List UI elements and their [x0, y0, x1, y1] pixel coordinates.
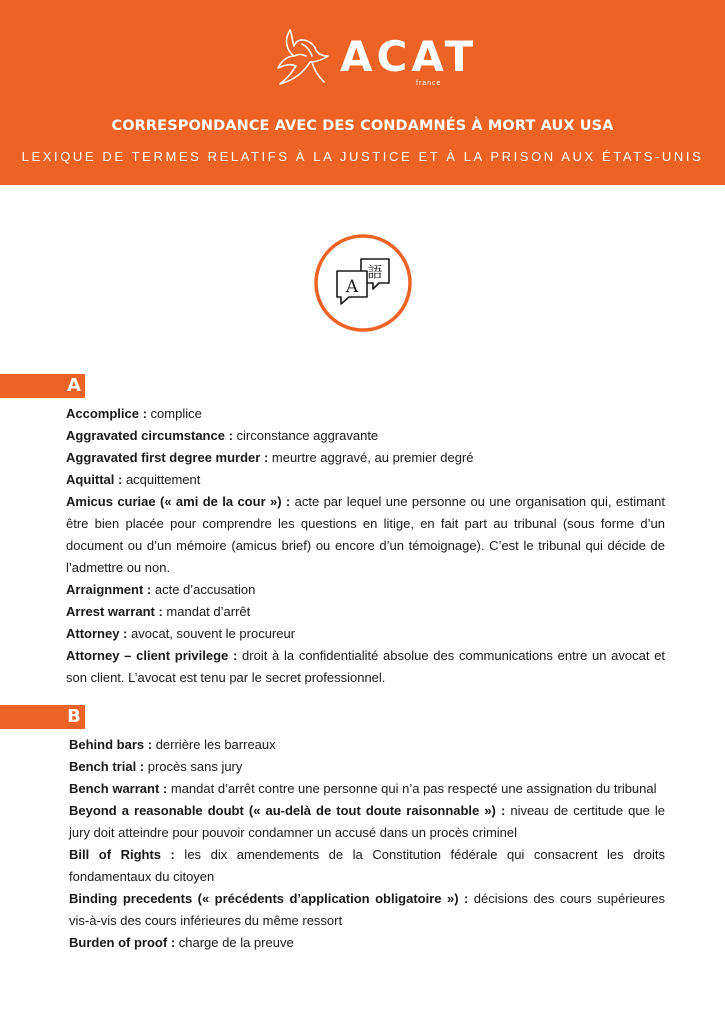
entry-term: Bench warrant : [69, 781, 168, 796]
glossary-entry [69, 800, 665, 844]
entry-definition: meurtre aggravé, au premier degré [268, 450, 474, 465]
glossary-entry [66, 623, 665, 645]
glossary-section-a [66, 403, 665, 689]
glossary-entry [69, 844, 665, 888]
entry-term: Beyond a reasonable doubt (« au-delà de tout doute raisonnable ») : [69, 803, 506, 818]
entry-definition: avocat, souvent le procureur [127, 626, 296, 641]
glossary-entry [66, 645, 665, 689]
entry-definition: les dix amendements de la Constitution fédérale qui consacrent les droits fondamentaux du citoyen [69, 847, 665, 884]
glossary-entry [66, 579, 665, 601]
glossary-entry [66, 425, 665, 447]
entry-term: Aggravated first degree murder : [66, 450, 269, 465]
entry-term: Accomplice : [66, 406, 147, 421]
glossary-entry [69, 756, 665, 778]
glossary-section-b [69, 734, 665, 954]
entry-term: Burden of proof : [69, 935, 176, 950]
entry-definition: niveau de certitude que le jury doit atteindre pour pouvoir condamner un accusé dans un procès criminel [69, 803, 665, 840]
entry-term: Bill of Rights : [69, 847, 175, 862]
entry-definition: procès sans jury [144, 759, 243, 774]
entry-definition: mandat d’arrêt [162, 604, 251, 619]
glossary-entry [69, 888, 665, 932]
entry-definition: acte d’accusation [151, 582, 256, 597]
glossary-entry [66, 447, 665, 469]
glossary-entry [66, 601, 665, 623]
entry-definition: décisions des cours supérieures vis-à-vis des cours inférieures du même ressort [69, 891, 665, 928]
acat-logo [272, 26, 478, 92]
entry-definition: acquittement [122, 472, 201, 487]
entry-term: Arraignment : [66, 582, 152, 597]
entry-term: Binding precedents (« précédents d’application obligatoire ») : [69, 891, 469, 906]
section-letter-label: A [67, 375, 81, 396]
dove-icon [272, 26, 338, 92]
entry-term: Arrest warrant : [66, 604, 163, 619]
section-letter-b [0, 705, 85, 729]
entry-term: Amicus curiae (« ami de la cour ») : [66, 494, 291, 509]
entry-definition: derrière les barreaux [152, 737, 276, 752]
glossary-entry [66, 491, 665, 579]
header-banner [0, 0, 725, 185]
entry-term: Attorney – client privilege : [66, 648, 238, 663]
entry-definition: circonstance aggravante [232, 428, 379, 443]
entry-definition: complice [146, 406, 202, 421]
logo-wordmark: ACAT [340, 32, 478, 81]
translation-emblem [313, 233, 413, 333]
entry-definition: droit à la confidentialité absolue des communications entre un avocat et son client. L’avocat est tenu par le secret professionnel. [66, 648, 666, 685]
entry-term: Aquittal : [66, 472, 123, 487]
glossary-entry [69, 932, 665, 954]
svg-text:語: 語 [367, 263, 383, 281]
logo-subtitle: france [416, 80, 442, 87]
glossary-entry [69, 734, 665, 756]
entry-term: Behind bars : [69, 737, 153, 752]
translation-icon [313, 233, 413, 333]
entry-term: Bench trial : [69, 759, 145, 774]
glossary-entry [66, 469, 665, 491]
entry-term: Aggravated circumstance : [66, 428, 233, 443]
section-letter-a [0, 374, 85, 398]
svg-text:A: A [345, 277, 359, 297]
glossary-entry [66, 403, 665, 425]
entry-definition: charge de la preuve [175, 935, 294, 950]
page-title: CORRESPONDANCE AVEC DES CONDAMNÉS À MORT AUX USA [111, 118, 614, 134]
entry-definition: acte par lequel une personne ou une organisation qui, estimant être bien placée pour comprendre les questions en litige, en fait part au tribunal (sous forme d’un document ou d’un mémoire (amicus brief) ou encore d’un témoignage). C’est le tribunal qui décide de l’admettre ou non. [66, 494, 665, 575]
entry-term: Attorney : [66, 626, 128, 641]
page-subtitle: LEXIQUE DE TERMES RELATIFS À LA JUSTICE ET À LA PRISON AUX ÉTATS-UNIS [21, 149, 704, 164]
entry-definition: mandat d’arrêt contre une personne qui n’a pas respecté une assignation du tribunal [167, 781, 657, 796]
glossary-entry [69, 778, 665, 800]
section-letter-label: B [67, 706, 81, 727]
